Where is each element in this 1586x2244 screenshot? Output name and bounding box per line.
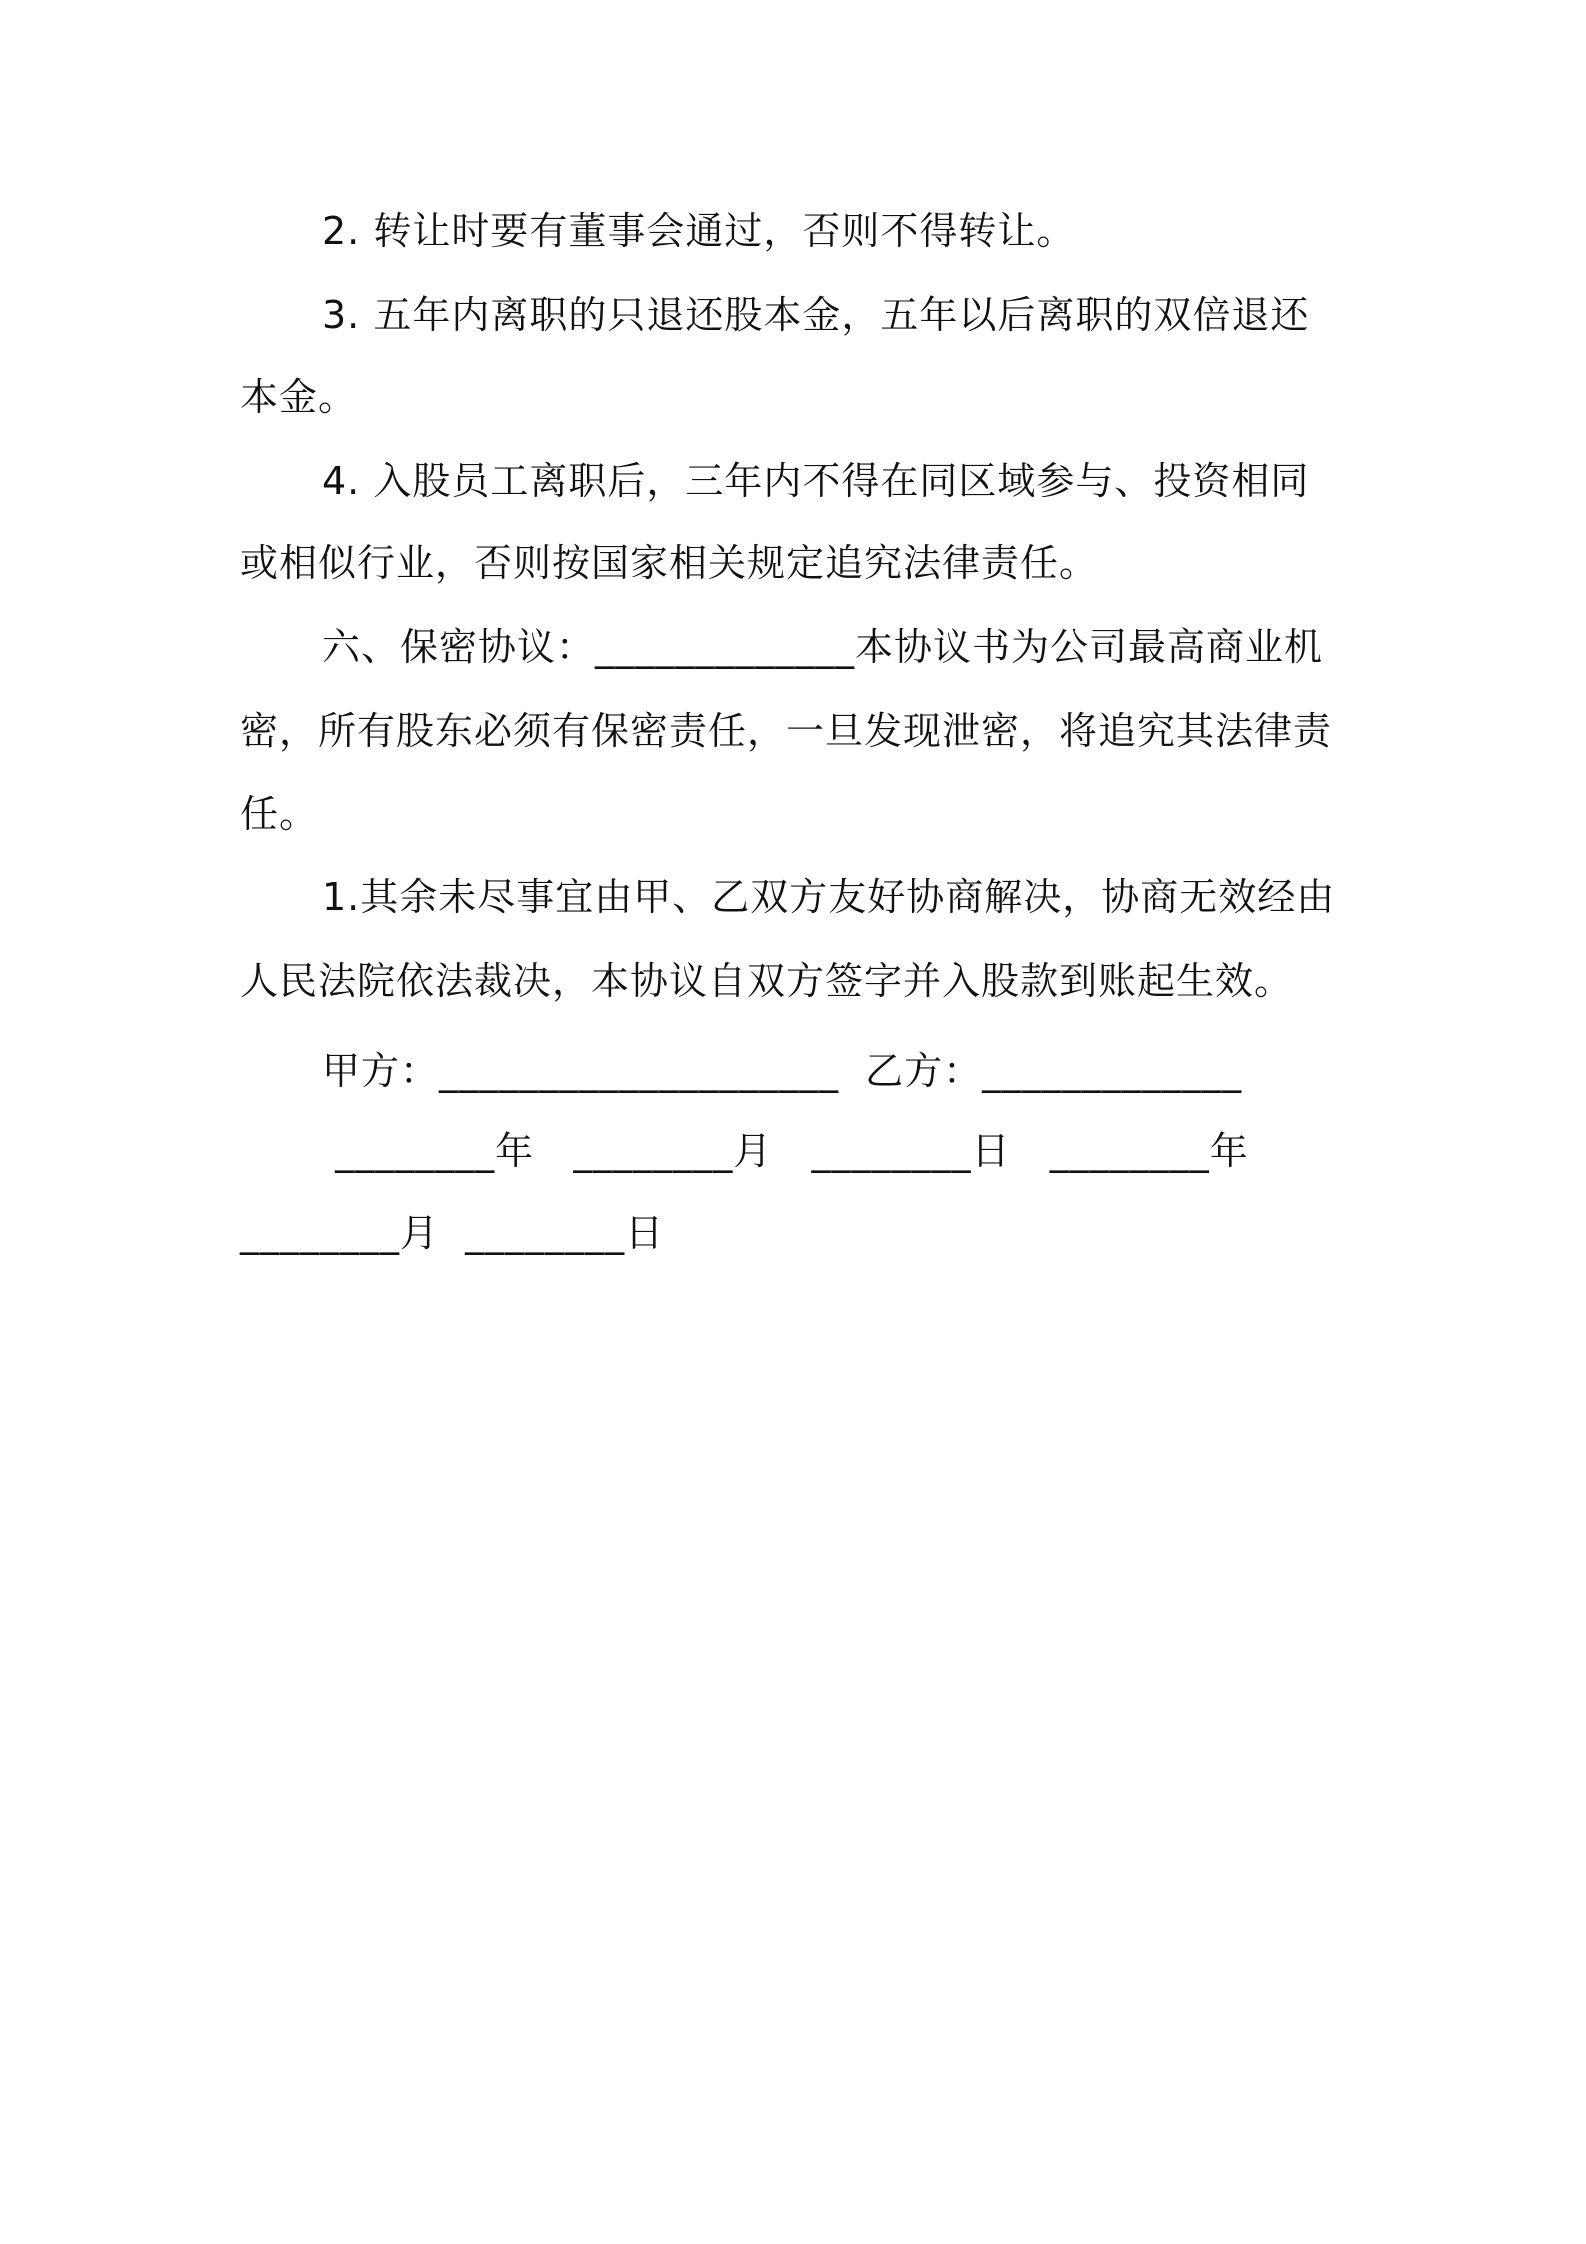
clause-3-line-2: 本金。 bbox=[240, 375, 358, 419]
confidentiality-line-1: 六、保密协议：_____________本协议书为公司最高商业机 bbox=[322, 625, 1324, 669]
misc-clause-line-1: 1.其余未尽事宜由甲、乙双方友好协商解决，协商无效经由 bbox=[322, 875, 1336, 919]
signature-date-line-2: ________月 ________日 bbox=[240, 1211, 665, 1255]
misc-clause-line-2: 人民法院依法裁决，本协议自双方签字并入股款到账起生效。 bbox=[240, 959, 1294, 1003]
signature-date-line-1: ________年 ________月 ________日 ________年 bbox=[322, 1129, 1249, 1173]
confidentiality-line-2: 密，所有股东必须有保密责任，一旦发现泄密，将追究其法律责 bbox=[240, 709, 1333, 753]
clause-4-line-2: 或相似行业，否则按国家相关规定追究法律责任。 bbox=[240, 541, 1099, 585]
signature-parties-line: 甲方：____________________ 乙方：_____________ bbox=[322, 1049, 1243, 1093]
clause-4-line-1: 4. 入股员工离职后，三年内不得在同区域参与、投资相同 bbox=[322, 459, 1310, 503]
confidentiality-line-3: 任。 bbox=[240, 792, 319, 836]
clause-2-line: 2. 转让时要有董事会通过，否则不得转让。 bbox=[322, 209, 1076, 253]
clause-3-line-1: 3. 五年内离职的只退还股本金，五年以后离职的双倍退还 bbox=[322, 293, 1310, 337]
